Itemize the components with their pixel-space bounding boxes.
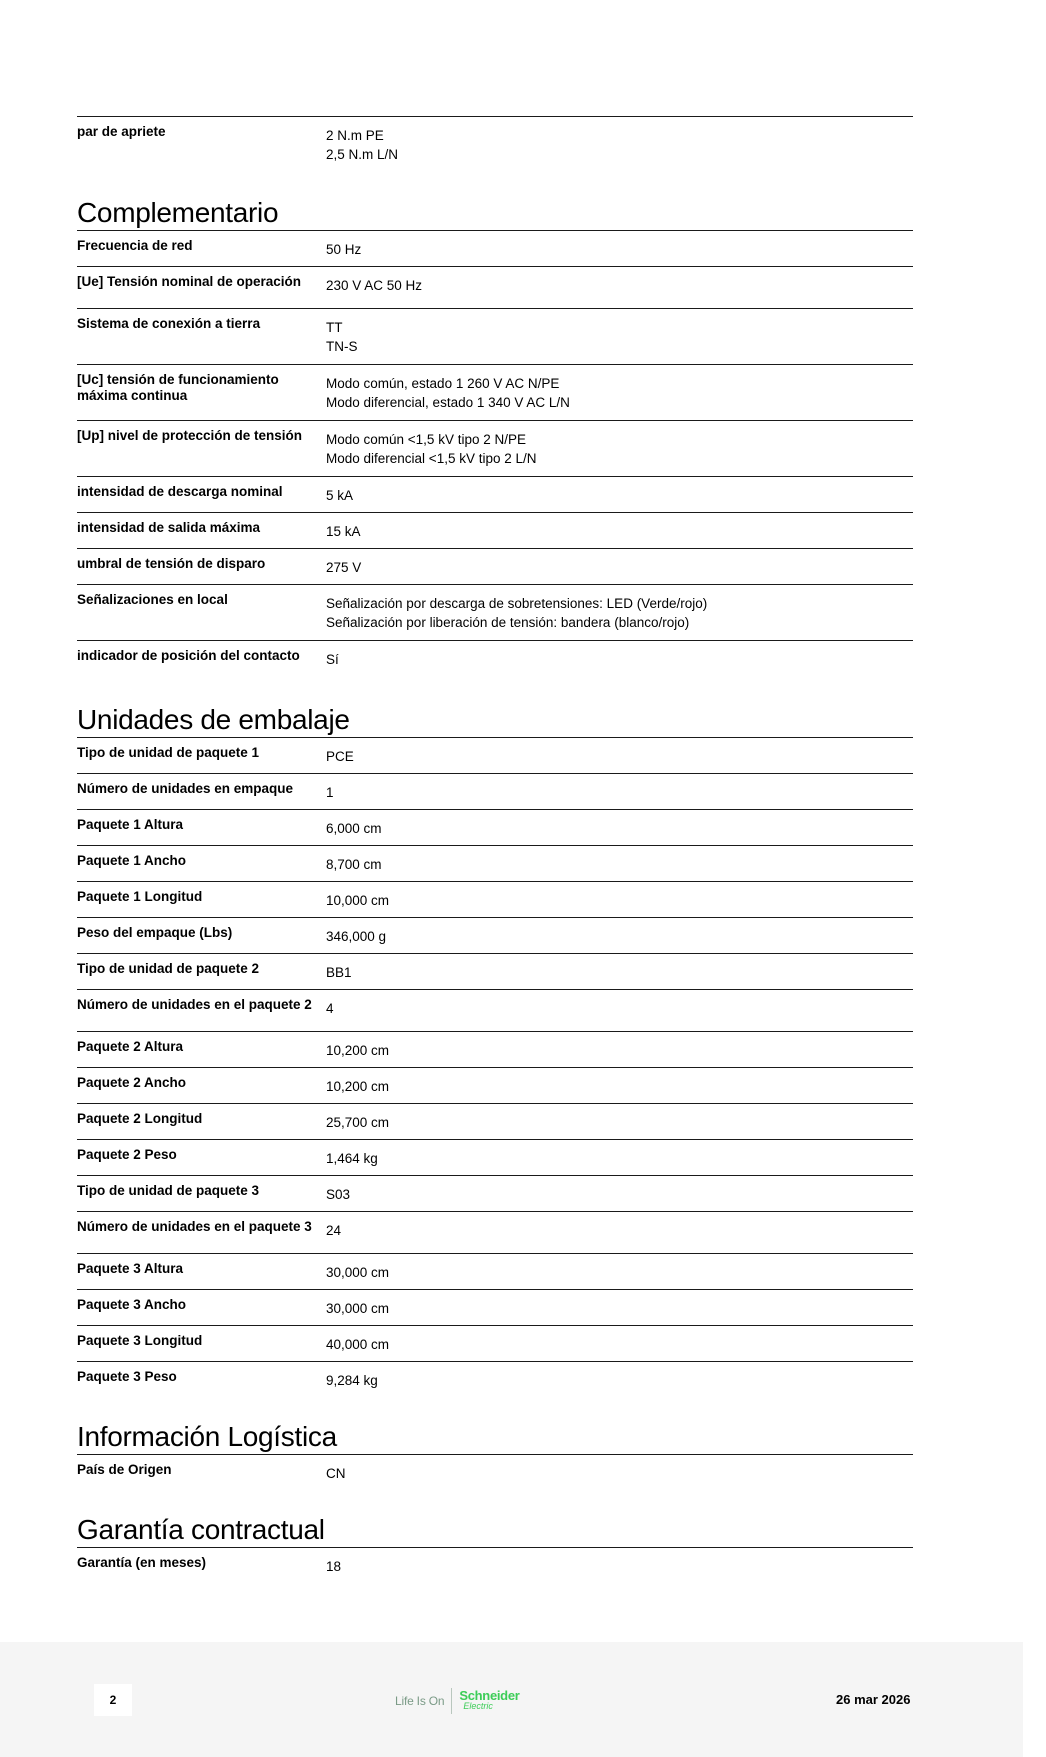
- spec-label: Número de unidades en el paquete 2: [77, 997, 312, 1012]
- spec-row: [77, 1175, 913, 1211]
- spec-row: [77, 476, 913, 512]
- spec-label: indicador de posición del contacto: [77, 648, 300, 663]
- spec-value: [326, 520, 361, 544]
- spec-value-line: 275 V: [326, 560, 362, 575]
- spec-value-line: 6,000 cm: [326, 821, 382, 836]
- brand-name: Schneider: [459, 1688, 520, 1703]
- spec-label: umbral de tensión de disparo: [77, 556, 266, 571]
- spec-value: [326, 781, 334, 805]
- spec-value-line: Señalización por descarga de sobretensiones: LED (Verde/rojo): [326, 596, 708, 611]
- spec-value-line: TT: [326, 320, 343, 335]
- spec-value-line: 230 V AC 50 Hz: [326, 278, 423, 293]
- spec-row: [77, 809, 913, 845]
- spec-value-line: 346,000 g: [326, 929, 387, 944]
- spec-row: [77, 364, 913, 420]
- spec-value-line: 40,000 cm: [326, 1337, 390, 1352]
- spec-value-line: Señalización por liberación de tensión: bandera (blanco/rojo): [326, 615, 690, 630]
- spec-row: [77, 1211, 913, 1253]
- table-informacion-logistica: [77, 1454, 913, 1490]
- spec-label: Paquete 3 Peso: [77, 1369, 177, 1384]
- spec-row: [77, 1103, 913, 1139]
- spec-value-line: Modo diferencial, estado 1 340 V AC L/N: [326, 395, 570, 410]
- spec-row: [77, 953, 913, 989]
- spec-label: Peso del empaque (Lbs): [77, 925, 233, 940]
- spec-label: Frecuencia de red: [77, 238, 193, 253]
- spec-value-line: 10,200 cm: [326, 1043, 390, 1058]
- spec-label: [Ue] Tensión nominal de operación: [77, 274, 302, 289]
- spec-value: [326, 238, 361, 262]
- spec-value: [326, 484, 353, 508]
- spec-value-line: 1,464 kg: [326, 1151, 378, 1166]
- spec-row: [77, 1067, 913, 1103]
- spec-row: [77, 917, 913, 953]
- spec-value: [326, 745, 354, 769]
- spec-value-line: PCE: [326, 749, 354, 764]
- footer-date: 26 mar 2026: [836, 1692, 911, 1707]
- spec-value-line: Modo común, estado 1 260 V AC N/PE: [326, 376, 560, 391]
- spec-value: [326, 1261, 389, 1285]
- spec-value: [326, 1219, 341, 1249]
- spec-row: [77, 1031, 913, 1067]
- spec-value-line: 2,5 N.m L/N: [326, 147, 399, 162]
- spec-value-line: 9,284 kg: [326, 1373, 378, 1388]
- spec-label: Paquete 3 Ancho: [77, 1297, 187, 1312]
- spec-value: [326, 1111, 389, 1135]
- spec-value-line: 24: [326, 1223, 342, 1238]
- spec-value: [326, 1462, 346, 1486]
- spec-label: Paquete 2 Peso: [77, 1147, 177, 1162]
- schneider-electric-logo: [459, 1690, 519, 1712]
- spec-value: [326, 1297, 389, 1321]
- spec-value: [326, 1369, 378, 1393]
- spec-value: [326, 372, 570, 416]
- pre-table: [77, 116, 913, 172]
- document-body: [77, 0, 913, 1583]
- spec-value-line: Sí: [326, 652, 339, 667]
- brand-sub: Electric: [463, 1701, 493, 1711]
- spec-value: [326, 1039, 389, 1063]
- spec-label: intensidad de descarga nominal: [77, 484, 283, 499]
- spec-value: [326, 1333, 389, 1357]
- section-title-informacion-logistica: Información Logística: [77, 1421, 337, 1452]
- spec-row: [77, 308, 913, 364]
- spec-row: [77, 1139, 913, 1175]
- brand-tagline: Life Is On: [395, 1694, 445, 1708]
- spec-value-line: 50 Hz: [326, 242, 362, 257]
- spec-value: [326, 853, 382, 877]
- spec-value: [326, 124, 398, 168]
- table-garantia-contractual: [77, 1547, 913, 1583]
- spec-row: [77, 640, 913, 682]
- spec-label: Tipo de unidad de paquete 2: [77, 961, 260, 976]
- brand-logo: [395, 1686, 520, 1716]
- spec-label: Paquete 1 Longitud: [77, 889, 203, 904]
- spec-value-line: 30,000 cm: [326, 1265, 390, 1280]
- spec-value: [326, 889, 389, 913]
- spec-row: [77, 584, 913, 640]
- spec-value: [326, 961, 352, 985]
- spec-row: [77, 230, 913, 266]
- page-number: 2: [94, 1684, 132, 1716]
- spec-value: [326, 997, 334, 1027]
- spec-row: [77, 1361, 913, 1397]
- spec-label: Número de unidades en el paquete 3: [77, 1219, 312, 1234]
- spec-row: [77, 420, 913, 476]
- spec-value: [326, 274, 422, 304]
- table-unidades-de-embalaje: [77, 737, 913, 1397]
- spec-value-line: 18: [326, 1559, 342, 1574]
- spec-row: [77, 1253, 913, 1289]
- spec-value-line: Modo diferencial <1,5 kV tipo 2 L/N: [326, 451, 537, 466]
- spec-value-line: 10,200 cm: [326, 1079, 390, 1094]
- spec-label: Sistema de conexión a tierra: [77, 316, 261, 331]
- spec-value-line: CN: [326, 1466, 346, 1481]
- spec-label: par de apriete: [77, 124, 166, 139]
- spec-value: [326, 1183, 350, 1207]
- spec-row: [77, 1289, 913, 1325]
- spec-value: [326, 925, 386, 949]
- spec-value: [326, 1147, 378, 1171]
- brand-divider: [451, 1688, 452, 1714]
- spec-row: [77, 881, 913, 917]
- spec-label: Tipo de unidad de paquete 1: [77, 745, 260, 760]
- spec-row: [77, 1325, 913, 1361]
- table-complementario: [77, 230, 913, 682]
- spec-row: [77, 773, 913, 809]
- section-title-unidades-de-embalaje: Unidades de embalaje: [77, 704, 350, 735]
- spec-value-line: 5 kA: [326, 488, 354, 503]
- spec-label: Paquete 1 Ancho: [77, 853, 187, 868]
- spec-value-line: 4: [326, 1001, 334, 1016]
- spec-value-line: 8,700 cm: [326, 857, 382, 872]
- spec-value-line: 1: [326, 785, 334, 800]
- spec-value-line: TN-S: [326, 339, 358, 354]
- spec-label: Señalizaciones en local: [77, 592, 228, 607]
- spec-value: [326, 817, 382, 841]
- spec-row: [77, 548, 913, 584]
- spec-value: [326, 648, 339, 678]
- section-title-garantia-contractual: Garantía contractual: [77, 1514, 325, 1545]
- spec-label: País de Origen: [77, 1462, 172, 1477]
- page-footer: [0, 1642, 1023, 1757]
- spec-row: [77, 1547, 913, 1583]
- spec-label: Paquete 2 Longitud: [77, 1111, 203, 1126]
- spec-row: [77, 266, 913, 308]
- spec-label: Paquete 2 Ancho: [77, 1075, 187, 1090]
- spec-value: [326, 556, 361, 580]
- spec-label: Paquete 3 Altura: [77, 1261, 184, 1276]
- spec-label: [Up] nivel de protección de tensión: [77, 428, 303, 443]
- spec-label: Garantía (en meses): [77, 1555, 207, 1570]
- spec-label: Paquete 1 Altura: [77, 817, 184, 832]
- spec-value-line: 25,700 cm: [326, 1115, 390, 1130]
- section-title-complementario: Complementario: [77, 197, 279, 228]
- spec-row: [77, 989, 913, 1031]
- spec-value: [326, 1075, 389, 1099]
- spec-value-line: 2 N.m PE: [326, 128, 384, 143]
- spec-row: [77, 737, 913, 773]
- spec-value-line: Modo común <1,5 kV tipo 2 N/PE: [326, 432, 526, 447]
- spec-value-line: 10,000 cm: [326, 893, 390, 908]
- spec-value-line: S03: [326, 1187, 351, 1202]
- spec-label: Paquete 3 Longitud: [77, 1333, 203, 1348]
- spec-value: [326, 1555, 341, 1579]
- spec-label: intensidad de salida máxima: [77, 520, 261, 535]
- spec-label: Tipo de unidad de paquete 3: [77, 1183, 260, 1198]
- spec-row: [77, 116, 913, 172]
- spec-row: [77, 845, 913, 881]
- spec-value-line: 15 kA: [326, 524, 361, 539]
- spec-value-line: 30,000 cm: [326, 1301, 390, 1316]
- spec-value: [326, 316, 358, 360]
- spec-label: [Uc] tensión de funcionamiento máxima continua: [77, 372, 279, 403]
- spec-row: [77, 512, 913, 548]
- spec-value-line: BB1: [326, 965, 352, 980]
- spec-row: [77, 1454, 913, 1490]
- spec-label: Número de unidades en empaque: [77, 781, 294, 796]
- spec-value: [326, 592, 707, 636]
- spec-value: [326, 428, 537, 472]
- spec-label: Paquete 2 Altura: [77, 1039, 184, 1054]
